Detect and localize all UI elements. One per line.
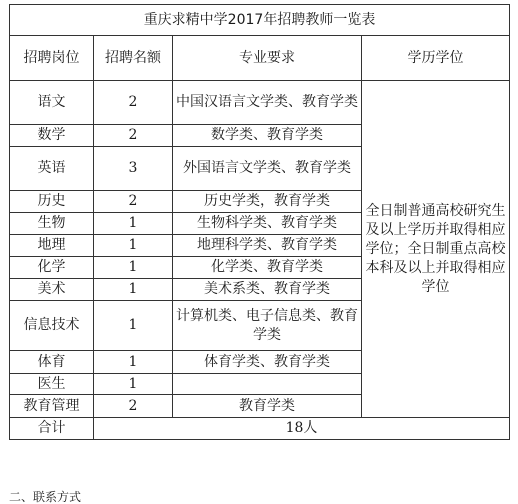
row-major: 化学类、教育学类 [173,257,362,279]
education-requirement: 全日制普通高校研究生及以上学历并取得相应学位；全日制重点高校本科及以上并取得相应学位 [362,81,510,418]
title-row [10,5,510,36]
row-quota: 2 [94,81,173,125]
row-major: 中国汉语言文学类、教育学类 [173,81,362,125]
total-value: 18人 [94,418,510,440]
table-row [10,81,510,125]
row-post: 数学 [10,125,94,147]
table-title: 重庆求精中学2017年招聘教师一览表 [10,5,510,36]
header-row [10,36,510,81]
row-post: 生物 [10,213,94,235]
row-quota: 1 [94,279,173,301]
total-label: 合计 [10,418,94,440]
row-major: 计算机类、电子信息类、教育学类 [173,301,362,351]
section-heading-contact: 二、联系方式 [9,490,82,504]
recruitment-sheet [9,4,509,504]
row-quota: 3 [94,147,173,191]
row-major: 地理科学类、教育学类 [173,235,362,257]
row-major: 外国语言文学类、教育学类 [173,147,362,191]
row-quota: 1 [94,213,173,235]
row-quota: 1 [94,351,173,374]
row-post: 信息技术 [10,301,94,351]
recruitment-table [9,4,510,440]
header-quota: 招聘名额 [94,36,173,81]
row-post: 美术 [10,279,94,301]
row-post: 历史 [10,191,94,213]
row-quota: 2 [94,395,173,418]
row-post: 化学 [10,257,94,279]
row-post: 地理 [10,235,94,257]
row-quota: 1 [94,374,173,395]
row-major: 生物科学类、教育学类 [173,213,362,235]
row-quota: 1 [94,257,173,279]
row-post: 体育 [10,351,94,374]
header-education: 学历学位 [362,36,510,81]
row-major [173,374,362,395]
header-post: 招聘岗位 [10,36,94,81]
row-post: 语文 [10,81,94,125]
total-row [10,418,510,440]
row-major: 历史学类，教育学类 [173,191,362,213]
row-post: 英语 [10,147,94,191]
row-major: 体育学类、教育学类 [173,351,362,374]
row-quota: 1 [94,301,173,351]
row-post: 医生 [10,374,94,395]
row-quota: 2 [94,125,173,147]
row-major: 教育学类 [173,395,362,418]
header-major: 专业要求 [173,36,362,81]
row-major: 数学类、教育学类 [173,125,362,147]
row-quota: 1 [94,235,173,257]
row-major: 美术系类、教育学类 [173,279,362,301]
row-post: 教育管理 [10,395,94,418]
row-quota: 2 [94,191,173,213]
